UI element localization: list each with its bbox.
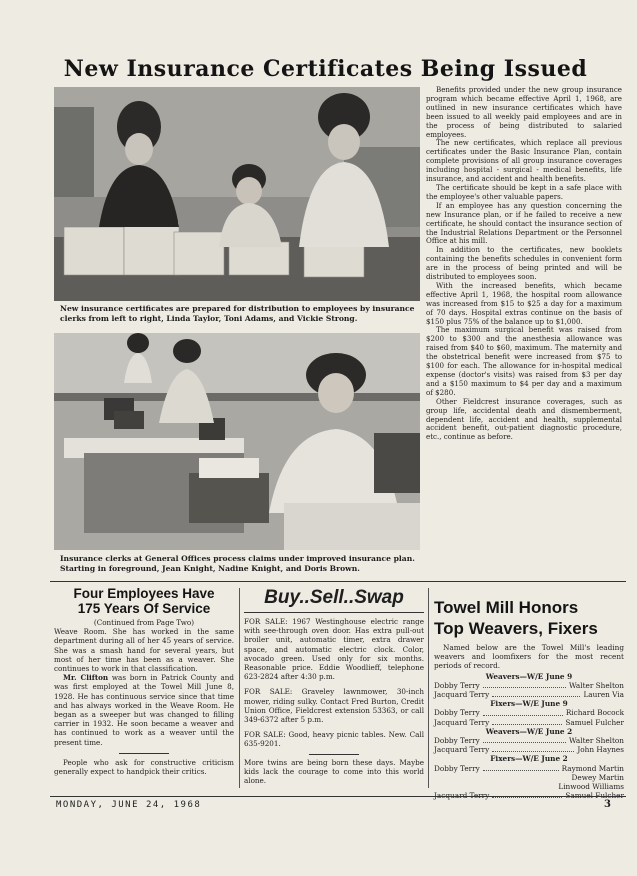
photo-office-illustration (54, 333, 420, 550)
honoree-name: Walter Shelton (569, 680, 624, 690)
section-divider (50, 581, 626, 582)
filler-paragraph: More twins are being born these days. Maybe kids lack the courage to come into this world alone. (244, 757, 424, 786)
article-paragraph: Other Fieldcrest insurance coverages, such as group life, accidental death and dismemberment, dependent life, accident and health, supplemental accident benefit, out-patient diagnostic procedure, etc., continue as before. (426, 396, 622, 442)
classified-ad (244, 617, 424, 681)
section-title: Buy..Sell..Swap (264, 587, 404, 608)
footer-date: MONDAY, JUNE 24, 1968 (56, 800, 202, 810)
classified-ad (244, 687, 424, 724)
title-line: Four Employees Have (73, 586, 215, 601)
honor-row (434, 745, 624, 754)
loom-type: Jacquard Terry (434, 717, 490, 727)
honoree-name: Walter Shelton (569, 736, 624, 746)
short-divider (119, 753, 169, 754)
towel-mill-honors (434, 597, 624, 800)
column-divider (239, 588, 240, 788)
honor-heading: Weavers—W/E June 2 (485, 726, 573, 736)
honor-row (434, 718, 624, 727)
honor-heading: Fixers—W/E June 2 (490, 754, 568, 764)
honor-row (434, 764, 624, 773)
honor-heading: Weavers—W/E June 9 (485, 671, 573, 681)
article-paragraph: With the increased benefits, which became effective April 1, 1968, the hospital room allowance was increased from $15 to $25 a day for a maximum of 70 days. Hospital extras continue on the basis of $150 plus 75% of the balance up to $1,000. (426, 280, 622, 326)
ad-label: FOR SALE: (244, 687, 293, 697)
article-paragraph (54, 673, 234, 747)
honoree-name: John Haynes (577, 745, 624, 755)
honoree-name: Raymond Martin (561, 763, 624, 773)
photo-caption: Insurance clerks at General Offices process claims under improved insurance plan. Starting in foreground, Jean Knight, Nadine Knight, and Doris Brown. (60, 554, 415, 573)
honor-heading: Fixers—W/E June 9 (490, 699, 568, 709)
ad-text: Graveley lawnmower, 30-inch mower, riding sulky. Contact Fred Burton, Credit Union Office, Fieldcrest extension 53363, or call 349-6372 after 5 p.m. (244, 687, 424, 725)
page-headline: New Insurance Certificates Being Issued (63, 56, 588, 82)
honor-row (434, 681, 624, 690)
insurance-article (426, 86, 622, 442)
honoree-name: Linwood Williams (558, 782, 624, 792)
article-paragraph: The maximum surgical benefit was raised from $200 to $300 and the anesthesia allowance was raised from $40 to $60, maximum. The maternity and the obstetrical benefit were increased from $75 to $100 for each. The allowance for in-hospital medical expense (doctor's visits) was raised from $3 per day and a $150 maximum to $4 per day and a maximum of $280. (426, 325, 622, 397)
continued-note: (Continued from Page Two) (93, 618, 195, 627)
loom-type: Dobby Terry (434, 708, 480, 718)
person-name: Mr. Clifton (63, 673, 109, 683)
honoree-name: Dewey Martin (571, 772, 624, 782)
photo-clerks-illustration (54, 87, 420, 301)
honoree-name: Richard Bocock (565, 708, 624, 718)
loom-type: Dobby Terry (434, 736, 480, 746)
page-number: 3 (604, 799, 611, 810)
photo-claims-processing (54, 333, 420, 550)
ad-text: Good, heavy picnic tables. New. Call 635-9201. (244, 730, 424, 749)
buy-sell-swap-section (244, 586, 424, 785)
photo-insurance-clerks-certificates (54, 87, 420, 301)
column-divider (428, 588, 429, 788)
paragraph-text: was born in Patrick County and was first employed at the Towel Mill June 8, 1928. He has continuous service since that time and has always worked in the Weave Room. He began as a sweeper but was changed to filling carrier in 1932. He soon became a weaver and has continued to work as a weaver until the present time. (54, 673, 234, 747)
photo-caption: New insurance certificates are prepared for distribution to employees by insurance clerks from left to right, Linda Taylor, Toni Adams, and Vickie Strong. (60, 304, 415, 323)
title-line: Towel Mill Honors (434, 598, 579, 617)
title-underline (244, 612, 424, 613)
filler-paragraph: People who ask for constructive criticism generally expect to handpick their critics. (54, 757, 234, 777)
article-paragraph: If an employee has any question concerning the new Insurance plan, or if he failed to receive a new certificate, he should contact the insurance section of the Industrial Relations Department or the Personnel Office at his mill. (426, 200, 622, 246)
honor-row (434, 736, 624, 745)
article-title (434, 597, 624, 639)
honor-row (434, 690, 624, 699)
ad-label: FOR SALE: (244, 730, 286, 740)
classified-ad (244, 730, 424, 748)
article-title (54, 586, 234, 616)
honoree-name: Samuel Fulcher (565, 717, 624, 727)
article-paragraph: The certificate should be kept in a safe place with the employee's other valuable papers. (426, 182, 622, 201)
honor-row (434, 708, 624, 717)
short-divider (309, 754, 359, 755)
loom-type: Dobby Terry (434, 680, 480, 690)
ad-text: 1967 Westinghouse electric range with see-through oven door. Has extra pull-out broiler unit, automatic timer, extra drawer space, and automatic electric clock. Color, avocado green. Used only for six months. Reasonable price. Eddie Woodlieff, telephone 623-2824 after 4:30 p.m. (244, 617, 424, 682)
article-paragraph: Benefits provided under the new group insurance program which became effective April 1, 1968, are outlined in new insurance certificates which have been issued to all weekly paid employees and are in the process of being distributed to salaried employees. (426, 85, 622, 139)
loom-type: Jacquard Terry (434, 690, 490, 700)
honoree-name: Lauren Via (583, 690, 624, 700)
title-line: 175 Years Of Service (77, 601, 211, 616)
loom-type: Jacquard Terry (434, 745, 490, 755)
article-paragraph: Weave Room. She has worked in the same department during all of her 45 years of service. She was a smash hand for several years, but most of her time has been as a weaver. She continues to work in that classification. (54, 627, 234, 674)
four-employees-article (54, 586, 234, 776)
loom-type: Dobby Terry (434, 763, 480, 773)
title-line: Top Weavers, Fixers (434, 619, 598, 638)
intro-paragraph: Named below are the Towel Mill's leading weavers and loomfixers for the most recent periods of record. (434, 643, 624, 671)
ad-label: FOR SALE: (244, 617, 288, 626)
footer-rule (50, 796, 626, 797)
article-paragraph: The new certificates, which replace all previous certificates under the Basic Insurance Plan, contain complete provisions of all group insurance coverages including hospital - surgical - medical benefits, life insurance, and accident and health benefits. (426, 138, 622, 184)
article-paragraph: In addition to the certificates, new booklets containing the benefits schedules in convenient form are in the process of being printed and will be distributed to employees soon. (426, 245, 622, 282)
